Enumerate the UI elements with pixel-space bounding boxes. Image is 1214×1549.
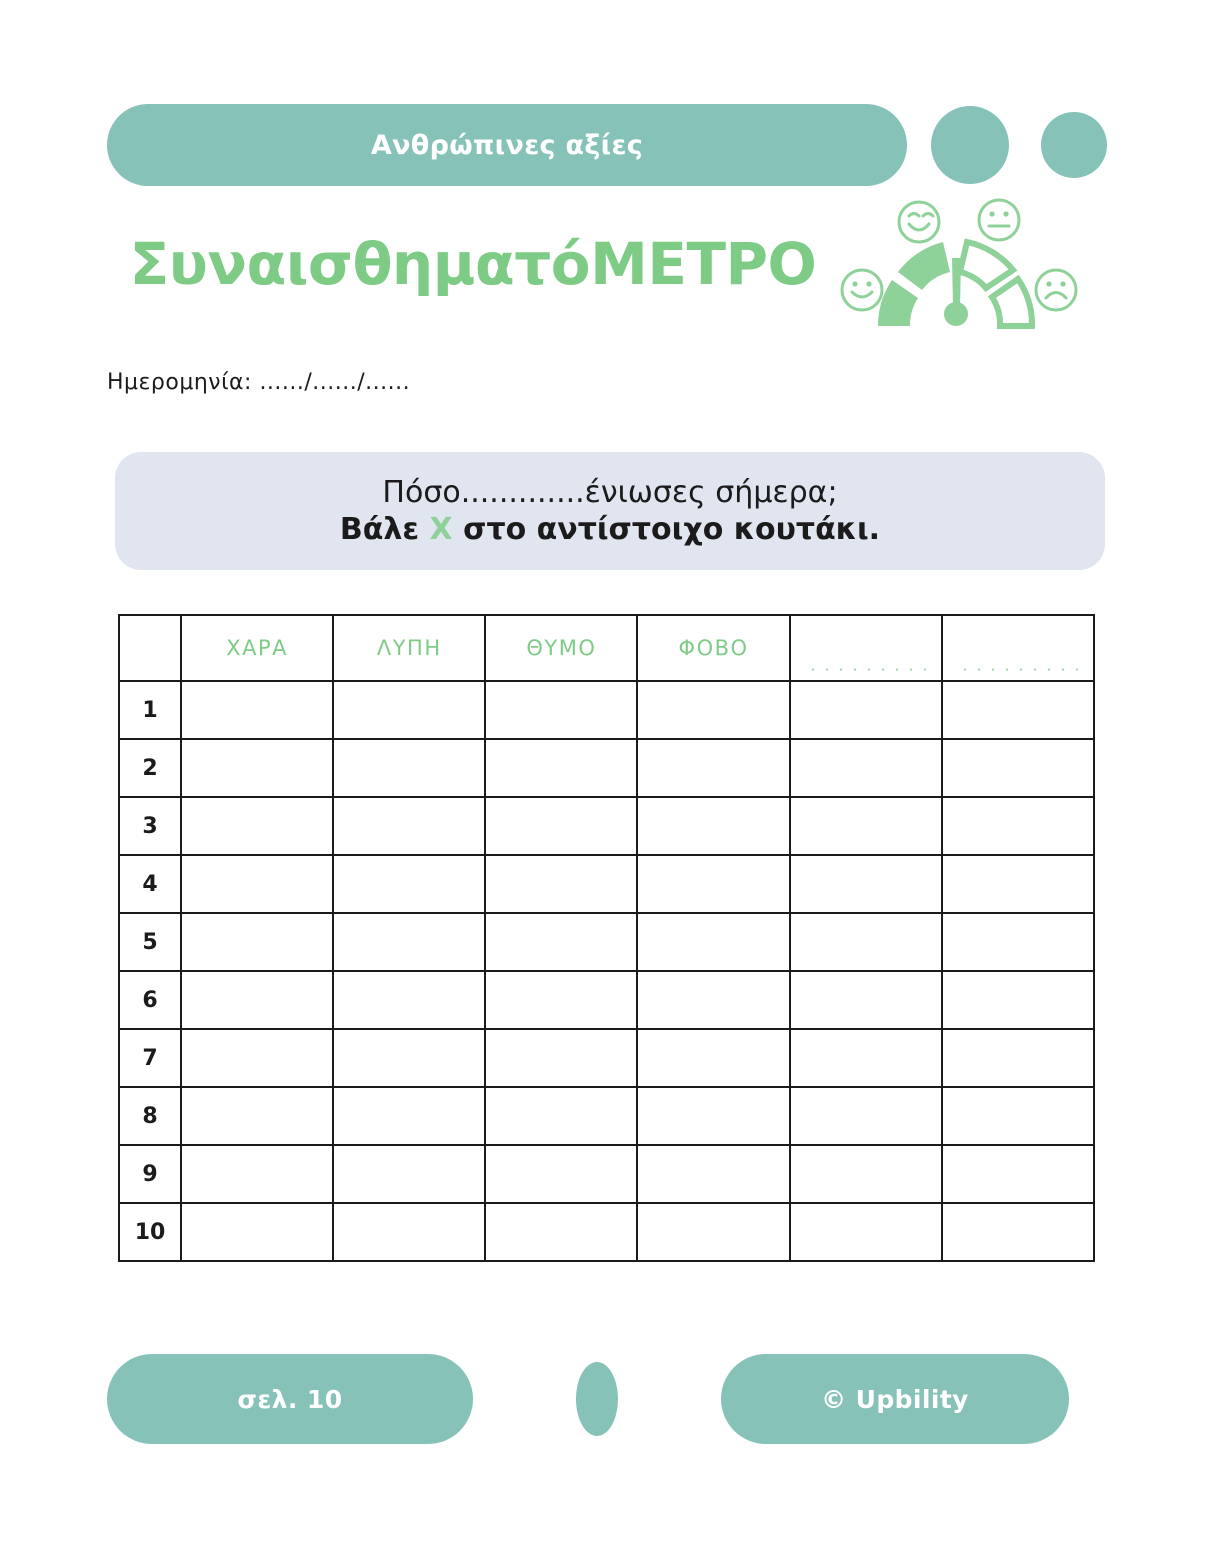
instruction-line-2-after: στο αντίστοιχο κουτάκι. (452, 512, 881, 547)
checkbox-cell-thymo[interactable] (485, 971, 637, 1029)
instruction-line-2 (340, 512, 880, 547)
checkbox-cell-fovo[interactable] (637, 1203, 789, 1261)
column-header-label: ΧΑΡΑ (226, 636, 288, 660)
emotion-gauge-icon (834, 196, 1084, 331)
checkbox-cell-blank-2[interactable] (942, 739, 1094, 797)
checkbox-cell-blank-1[interactable] (790, 855, 942, 913)
checkbox-cell-blank-1[interactable] (790, 797, 942, 855)
copyright-label: © Upbility (821, 1384, 969, 1414)
checkbox-cell-blank-2[interactable] (942, 797, 1094, 855)
page-number-label: σελ. 10 (237, 1384, 343, 1414)
checkbox-cell-fovo[interactable] (637, 681, 789, 739)
checkbox-cell-fovo[interactable] (637, 855, 789, 913)
emotion-table-wrapper (118, 614, 1095, 1254)
checkbox-cell-blank-1[interactable] (790, 681, 942, 739)
instruction-box (115, 452, 1105, 570)
checkbox-cell-lypi[interactable] (333, 681, 485, 739)
checkbox-cell-fovo[interactable] (637, 1087, 789, 1145)
checkbox-cell-lypi[interactable] (333, 913, 485, 971)
dotted-write-line (806, 665, 926, 674)
table-corner-cell (119, 615, 181, 681)
date-field[interactable]: Ημερομηνία: ....../....../...... (107, 370, 411, 395)
row-number: 10 (119, 1203, 181, 1261)
header-banner (107, 104, 907, 186)
checkbox-cell-fovo[interactable] (637, 971, 789, 1029)
checkbox-cell-blank-2[interactable] (942, 1087, 1094, 1145)
checkbox-cell-lypi[interactable] (333, 1029, 485, 1087)
column-header-xara (181, 615, 333, 681)
column-header-blank-2[interactable] (942, 615, 1094, 681)
table-row (119, 971, 1094, 1029)
table-row (119, 797, 1094, 855)
page-header (107, 104, 1107, 186)
instruction-line-2-before: Βάλε (339, 512, 430, 547)
row-number: 7 (119, 1029, 181, 1087)
checkbox-cell-thymo[interactable] (485, 913, 637, 971)
checkbox-cell-blank-1[interactable] (790, 1087, 942, 1145)
header-banner-label: Ανθρώπινες αξίες (370, 129, 644, 161)
emotion-table (118, 614, 1095, 1262)
column-header-label: ΛΥΠΗ (376, 636, 442, 660)
row-number: 5 (119, 913, 181, 971)
page-footer (107, 1354, 1107, 1444)
row-number: 8 (119, 1087, 181, 1145)
page-number-pill (107, 1354, 473, 1444)
row-number: 3 (119, 797, 181, 855)
checkbox-cell-blank-1[interactable] (790, 739, 942, 797)
checkbox-cell-blank-2[interactable] (942, 681, 1094, 739)
checkbox-cell-xara[interactable] (181, 913, 333, 971)
checkbox-cell-blank-2[interactable] (942, 855, 1094, 913)
checkbox-cell-xara[interactable] (181, 1087, 333, 1145)
checkbox-cell-blank-2[interactable] (942, 1145, 1094, 1203)
instruction-x-mark: X (429, 512, 453, 547)
checkbox-cell-fovo[interactable] (637, 797, 789, 855)
checkbox-cell-xara[interactable] (181, 1029, 333, 1087)
checkbox-cell-blank-1[interactable] (790, 913, 942, 971)
table-row (119, 1029, 1094, 1087)
instruction-line-1: Πόσο.............ένιωσες σήμερα; (382, 475, 838, 510)
checkbox-cell-thymo[interactable] (485, 855, 637, 913)
checkbox-cell-thymo[interactable] (485, 739, 637, 797)
table-row (119, 855, 1094, 913)
footer-decorative-ellipse (576, 1362, 618, 1436)
checkbox-cell-lypi[interactable] (333, 739, 485, 797)
checkbox-cell-fovo[interactable] (637, 913, 789, 971)
column-header-fovo (637, 615, 789, 681)
table-row (119, 913, 1094, 971)
checkbox-cell-xara[interactable] (181, 855, 333, 913)
checkbox-cell-blank-1[interactable] (790, 971, 942, 1029)
row-number: 4 (119, 855, 181, 913)
checkbox-cell-blank-1[interactable] (790, 1203, 942, 1261)
checkbox-cell-thymo[interactable] (485, 1087, 637, 1145)
table-row (119, 1087, 1094, 1145)
checkbox-cell-fovo[interactable] (637, 1145, 789, 1203)
checkbox-cell-lypi[interactable] (333, 971, 485, 1029)
checkbox-cell-xara[interactable] (181, 971, 333, 1029)
checkbox-cell-thymo[interactable] (485, 681, 637, 739)
column-header-label: ΘΥΜΟ (526, 636, 597, 660)
table-row (119, 739, 1094, 797)
checkbox-cell-fovo[interactable] (637, 739, 789, 797)
checkbox-cell-xara[interactable] (181, 739, 333, 797)
page-title: ΣυναισθηματόΜΕΤΡΟ (129, 229, 817, 298)
checkbox-cell-xara[interactable] (181, 1145, 333, 1203)
table-row (119, 681, 1094, 739)
column-header-lypi (333, 615, 485, 681)
checkbox-cell-thymo[interactable] (485, 1029, 637, 1087)
copyright-pill (721, 1354, 1069, 1444)
column-header-thymo (485, 615, 637, 681)
checkbox-cell-fovo[interactable] (637, 1029, 789, 1087)
header-decorative-circle-small (1041, 112, 1107, 178)
checkbox-cell-lypi[interactable] (333, 1145, 485, 1203)
checkbox-cell-thymo[interactable] (485, 1145, 637, 1203)
column-header-blank-1[interactable] (790, 615, 942, 681)
column-header-label: ΦΟΒΟ (678, 636, 749, 660)
checkbox-cell-thymo[interactable] (485, 797, 637, 855)
checkbox-cell-blank-2[interactable] (942, 913, 1094, 971)
table-header-row (119, 615, 1094, 681)
checkbox-cell-blank-2[interactable] (942, 1029, 1094, 1087)
checkbox-cell-blank-2[interactable] (942, 971, 1094, 1029)
dotted-write-line (958, 665, 1078, 674)
checkbox-cell-lypi[interactable] (333, 1203, 485, 1261)
checkbox-cell-xara[interactable] (181, 1203, 333, 1261)
checkbox-cell-thymo[interactable] (485, 1203, 637, 1261)
checkbox-cell-xara[interactable] (181, 797, 333, 855)
checkbox-cell-lypi[interactable] (333, 855, 485, 913)
table-row (119, 1145, 1094, 1203)
page-title-row (0, 196, 1214, 331)
row-number: 2 (119, 739, 181, 797)
checkbox-cell-lypi[interactable] (333, 797, 485, 855)
row-number: 9 (119, 1145, 181, 1203)
checkbox-cell-lypi[interactable] (333, 1087, 485, 1145)
table-body (119, 681, 1094, 1261)
header-decorative-circle-large (931, 106, 1009, 184)
checkbox-cell-blank-1[interactable] (790, 1029, 942, 1087)
row-number: 6 (119, 971, 181, 1029)
row-number: 1 (119, 681, 181, 739)
table-row (119, 1203, 1094, 1261)
checkbox-cell-xara[interactable] (181, 681, 333, 739)
checkbox-cell-blank-1[interactable] (790, 1145, 942, 1203)
checkbox-cell-blank-2[interactable] (942, 1203, 1094, 1261)
